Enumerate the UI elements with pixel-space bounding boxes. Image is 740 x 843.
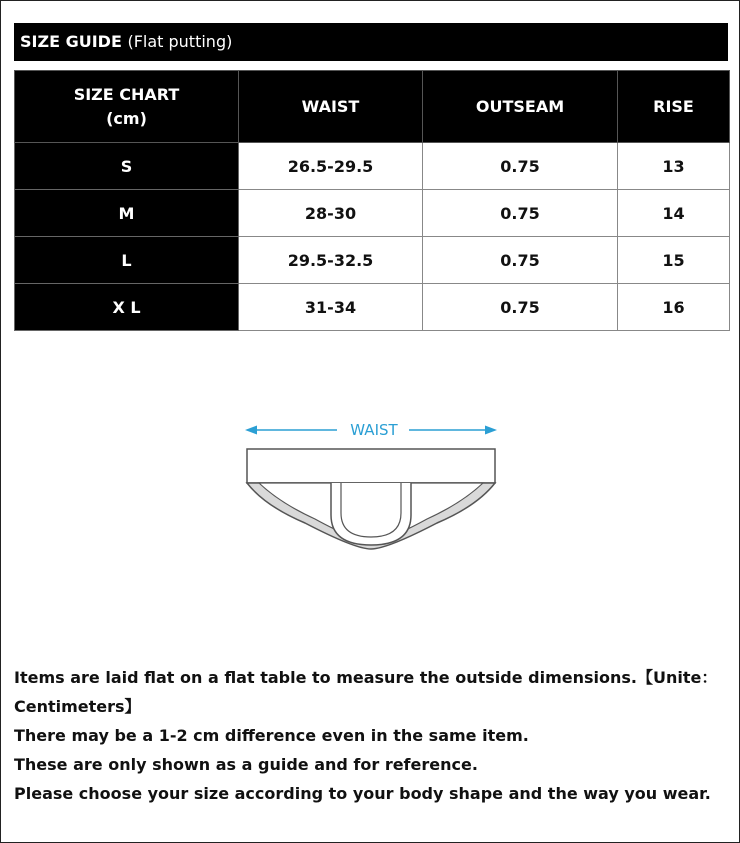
waist-label: WAIST: [350, 421, 398, 439]
table-row: [15, 143, 730, 190]
waist-arrow-left-head: [245, 426, 257, 435]
rise-cell: 14: [618, 190, 730, 237]
size-chart-table: [14, 70, 730, 331]
title-bar: [14, 23, 728, 61]
page-title: SIZE GUIDE: [20, 32, 122, 51]
note-difference: There may be a 1-2 cm difference even in the same item.: [14, 726, 529, 745]
rise-cell: 16: [618, 284, 730, 331]
outseam-cell: 0.75: [423, 284, 618, 331]
pouch-front-outer: [331, 483, 411, 545]
table-header-row: [15, 71, 730, 143]
table-row: [15, 237, 730, 284]
column-header-rise: RISE: [618, 71, 730, 143]
size-cell: M: [15, 190, 239, 237]
page-subtitle: (Flat putting): [127, 32, 233, 51]
outseam-cell: 0.75: [423, 190, 618, 237]
size-cell: L: [15, 237, 239, 284]
column-header-waist: WAIST: [239, 71, 423, 143]
rise-cell: 13: [618, 143, 730, 190]
notes-section: [14, 663, 729, 808]
outseam-cell: 0.75: [423, 237, 618, 284]
note-reference: These are only shown as a guide and for reference.: [14, 755, 478, 774]
waistband-shape: [247, 449, 495, 483]
waist-cell: 31-34: [239, 284, 423, 331]
size-cell: S: [15, 143, 239, 190]
waist-cell: 29.5-32.5: [239, 237, 423, 284]
waist-cell: 26.5-29.5: [239, 143, 423, 190]
column-header-size: [15, 71, 239, 143]
size-cell: X L: [15, 284, 239, 331]
column-header-size-unit: (cm): [106, 108, 147, 128]
note-measurement-method: Items are laid flat on a flat table to measure the outside dimensions.【Unite：Centimeters】: [14, 668, 718, 716]
waist-arrow-right-head: [485, 426, 497, 435]
note-choose-size: Please choose your size according to your body shape and the way you wear.: [14, 784, 711, 803]
table-row: [15, 284, 730, 331]
waist-cell: 28-30: [239, 190, 423, 237]
rise-cell: 15: [618, 237, 730, 284]
table-row: [15, 190, 730, 237]
outseam-cell: 0.75: [423, 143, 618, 190]
waist-measurement-diagram: [237, 411, 507, 561]
column-header-size-label: SIZE CHART: [73, 84, 180, 104]
column-header-outseam: OUTSEAM: [423, 71, 618, 143]
